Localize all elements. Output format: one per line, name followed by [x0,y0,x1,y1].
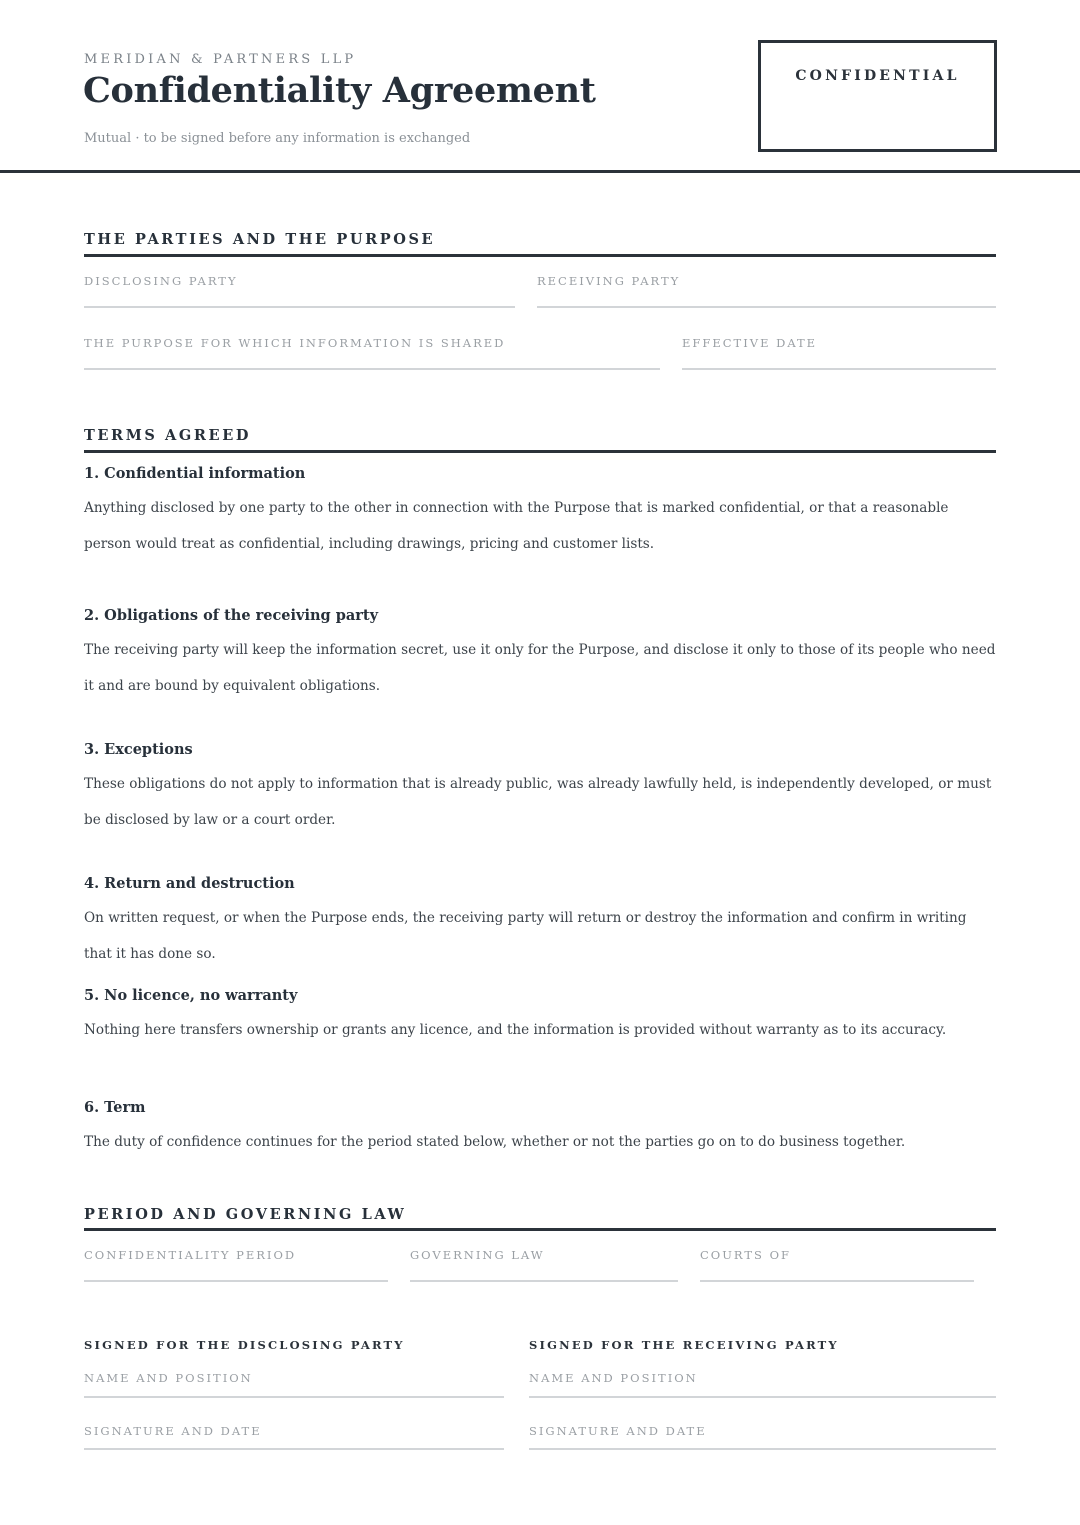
disclosing-signature-field[interactable] [84,1448,504,1450]
section-divider-period [84,1228,996,1231]
purpose-field[interactable] [84,368,660,370]
header-divider [0,170,1080,173]
section-title-terms: TERMS AGREED [84,427,252,444]
clause-body: Anything disclosed by one party to the other in connection with the Purpose that is marked confidential, or that a reasonable person would treat as confidential, including drawings, pricing and customer lists. [84,500,949,552]
clause-body: On written request, or when the Purpose ends, the receiving party will return or destroy the information and confirm in writing that it has done so. [84,910,967,962]
clause-body: The duty of confidence continues for the period stated below, whether or not the parties go on to do business together. [84,1134,906,1150]
governing-law-label: GOVERNING LAW [410,1248,545,1262]
document-subtitle: Mutual · to be signed before any information is exchanged [84,131,471,146]
disclosing-party-field[interactable] [84,306,515,308]
section-title-parties: THE PARTIES AND THE PURPOSE [84,231,436,248]
confidentiality-period-label: CONFIDENTIALITY PERIOD [84,1248,297,1262]
receiving-signature-field[interactable] [529,1448,996,1450]
receiving-signature-label: SIGNATURE AND DATE [529,1424,707,1438]
clause-body: Nothing here transfers ownership or grants any licence, and the information is provided without warranty as to its accuracy. [84,1022,947,1038]
confidential-stamp-label: CONFIDENTIAL [795,68,960,84]
effective-date-field[interactable] [682,368,996,370]
effective-date-label: EFFECTIVE DATE [682,336,818,350]
clause-heading: 2. Obligations of the receiving party [84,607,378,624]
disclosing-name-label: NAME AND POSITION [84,1371,253,1385]
clause-heading: 3. Exceptions [84,741,193,758]
signature-block-title-receiving: SIGNED FOR THE RECEIVING PARTY [529,1338,839,1352]
receiving-party-field[interactable] [537,306,996,308]
disclosing-name-field[interactable] [84,1396,504,1398]
section-divider-parties [84,254,996,257]
receiving-name-label: NAME AND POSITION [529,1371,698,1385]
signature-block-title-disclosing: SIGNED FOR THE DISCLOSING PARTY [84,1338,405,1352]
receiving-name-field[interactable] [529,1396,996,1398]
disclosing-party-label: DISCLOSING PARTY [84,274,238,288]
section-title-period: PERIOD AND GOVERNING LAW [84,1206,407,1223]
courts-of-label: COURTS OF [700,1248,791,1262]
governing-law-field[interactable] [410,1280,678,1282]
clause-heading: 1. Confidential information [84,465,306,482]
confidential-stamp [758,40,997,152]
receiving-party-label: RECEIVING PARTY [537,274,681,288]
purpose-label: THE PURPOSE FOR WHICH INFORMATION IS SHARED [84,336,506,350]
confidentiality-period-field[interactable] [84,1280,388,1282]
clause-heading: 6. Term [84,1099,146,1116]
clause-body: These obligations do not apply to information that is already public, was already lawfully held, is independently developed, or must be disclosed by law or a court order. [84,776,992,828]
firm-name: MERIDIAN & PARTNERS LLP [84,52,357,67]
disclosing-signature-label: SIGNATURE AND DATE [84,1424,262,1438]
clause-heading: 4. Return and destruction [84,875,295,892]
clause-heading: 5. No licence, no warranty [84,987,298,1004]
document-title: Confidentiality Agreement [83,70,596,111]
clause-body: The receiving party will keep the information secret, use it only for the Purpose, and disclose it only to those of its people who need it and are bound by equivalent obligations. [84,642,996,694]
courts-of-field[interactable] [700,1280,974,1282]
section-divider-terms [84,450,996,453]
